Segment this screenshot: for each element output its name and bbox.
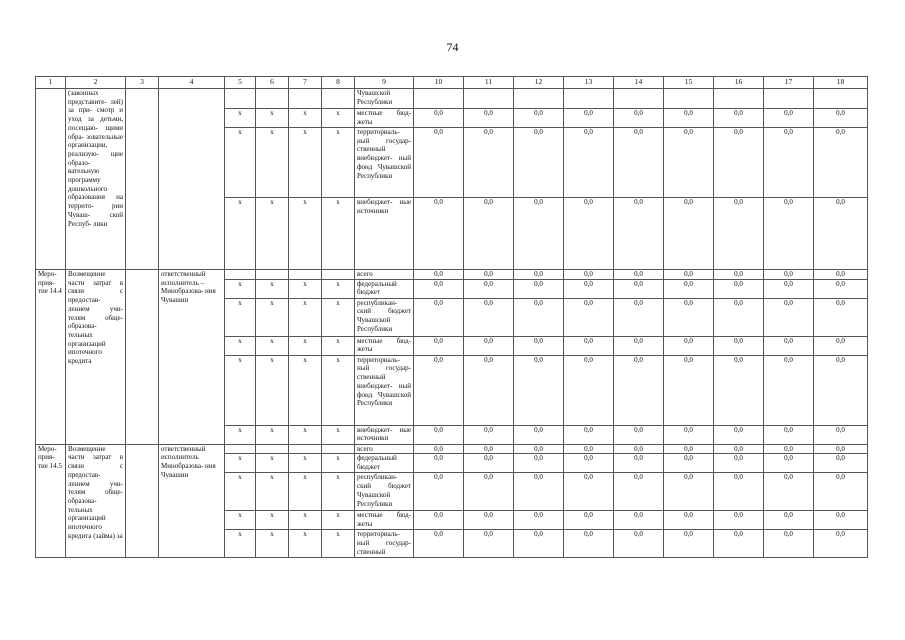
value-cell: 0,0 [814,530,868,558]
value-cell: 0,0 [664,298,714,336]
code-cell: x [225,355,256,425]
code-cell [256,444,289,454]
column-header: 10 [414,77,464,89]
value-cell: 0,0 [464,511,514,530]
column-3-cell [126,89,159,270]
value-cell: 0,0 [464,454,514,473]
value-cell: 0,0 [814,298,868,336]
value-cell: 0,0 [714,109,764,128]
value-cell: 0,0 [564,473,614,511]
code-cell: x [322,511,355,530]
value-cell: 0,0 [464,198,514,270]
value-cell: 0,0 [414,279,464,298]
value-cell: 0,0 [714,198,764,270]
value-cell: 0,0 [564,298,614,336]
code-cell: x [225,530,256,558]
value-cell: 0,0 [814,336,868,355]
value-cell: 0,0 [564,128,614,198]
program-funding-table [35,76,868,558]
value-cell: 0,0 [464,279,514,298]
code-cell: x [322,425,355,444]
value-cell: 0,0 [814,270,868,280]
code-cell: x [225,473,256,511]
code-cell: x [289,109,322,128]
code-cell [289,444,322,454]
value-cell [664,89,714,109]
code-cell: x [256,355,289,425]
event-number-cell: Меро- прия- тие 14.4 [36,270,66,445]
funding-source-cell: Чувашской Республики [355,89,414,109]
value-cell: 0,0 [764,454,814,473]
value-cell: 0,0 [464,425,514,444]
funding-source-cell: республикан- ский бюджет Чувашской Республики [355,298,414,336]
funding-source-cell: всего [355,444,414,454]
funding-source-cell: республикан- ский бюджет Чувашской Республики [355,473,414,511]
value-cell: 0,0 [614,454,664,473]
code-cell: x [289,298,322,336]
value-cell: 0,0 [464,355,514,425]
value-cell [564,89,614,109]
funding-source-cell: федеральный бюджет [355,454,414,473]
code-cell: x [256,530,289,558]
value-cell: 0,0 [714,511,764,530]
code-cell: x [289,425,322,444]
code-cell: x [289,355,322,425]
code-cell: x [289,530,322,558]
page-number: 74 [446,40,459,54]
funding-source-cell: внебюджет- ные источники [355,198,414,270]
code-cell [225,444,256,454]
column-header: 2 [66,77,126,89]
value-cell: 0,0 [714,336,764,355]
value-cell: 0,0 [514,279,564,298]
column-header: 5 [225,77,256,89]
column-header: 11 [464,77,514,89]
value-cell: 0,0 [614,198,664,270]
column-3-cell [126,444,159,558]
code-cell: x [322,279,355,298]
column-header: 12 [514,77,564,89]
value-cell: 0,0 [414,298,464,336]
value-cell: 0,0 [814,444,868,454]
value-cell: 0,0 [414,473,464,511]
code-cell: x [322,530,355,558]
value-cell: 0,0 [764,298,814,336]
value-cell: 0,0 [414,454,464,473]
value-cell: 0,0 [664,198,714,270]
code-cell: x [225,198,256,270]
code-cell: x [256,128,289,198]
funding-source-cell: территориаль- ный государ- ственный внебюджет- ный фонд Чувашской Республики [355,128,414,198]
value-cell: 0,0 [764,355,814,425]
value-cell [464,89,514,109]
value-cell: 0,0 [414,270,464,280]
code-cell [289,270,322,280]
value-cell: 0,0 [764,336,814,355]
code-cell: x [322,355,355,425]
value-cell: 0,0 [514,298,564,336]
value-cell: 0,0 [414,425,464,444]
column-header: 18 [814,77,868,89]
value-cell: 0,0 [814,109,868,128]
value-cell: 0,0 [764,279,814,298]
code-cell [322,89,355,109]
value-cell: 0,0 [464,270,514,280]
code-cell: x [225,425,256,444]
code-cell: x [256,298,289,336]
value-cell: 0,0 [614,425,664,444]
value-cell: 0,0 [714,444,764,454]
code-cell: x [256,473,289,511]
column-header: 14 [614,77,664,89]
value-cell: 0,0 [764,198,814,270]
value-cell: 0,0 [764,530,814,558]
value-cell: 0,0 [414,530,464,558]
value-cell: 0,0 [414,109,464,128]
value-cell [764,89,814,109]
value-cell: 0,0 [814,473,868,511]
value-cell: 0,0 [564,198,614,270]
value-cell: 0,0 [664,454,714,473]
value-cell: 0,0 [614,355,664,425]
value-cell: 0,0 [814,355,868,425]
column-header: 17 [764,77,814,89]
value-cell: 0,0 [814,454,868,473]
code-cell: x [322,128,355,198]
event-name-cell: Возмещение части затрат в связи с предостав- лением учи- телям обще- образова- тельных организаций ипотечного кредита [66,270,126,445]
value-cell: 0,0 [514,425,564,444]
code-cell: x [289,473,322,511]
code-cell: x [256,279,289,298]
value-cell: 0,0 [514,198,564,270]
code-cell: x [225,298,256,336]
value-cell: 0,0 [614,279,664,298]
value-cell: 0,0 [414,128,464,198]
value-cell: 0,0 [564,425,614,444]
code-cell [289,89,322,109]
code-cell: x [322,454,355,473]
value-cell: 0,0 [464,298,514,336]
funding-source-cell: федеральный бюджет [355,279,414,298]
value-cell: 0,0 [614,444,664,454]
value-cell: 0,0 [514,444,564,454]
funding-source-cell: территориаль- ный государ- ственный внебюджет- ный фонд Чувашской Республики [355,355,414,425]
column-header: 6 [256,77,289,89]
value-cell: 0,0 [514,530,564,558]
value-cell: 0,0 [514,109,564,128]
value-cell: 0,0 [814,511,868,530]
value-cell: 0,0 [614,530,664,558]
code-cell: x [225,128,256,198]
code-cell: x [225,109,256,128]
column-header: 4 [159,77,225,89]
value-cell: 0,0 [764,109,814,128]
value-cell: 0,0 [664,109,714,128]
value-cell: 0,0 [764,128,814,198]
value-cell [614,89,664,109]
value-cell: 0,0 [464,473,514,511]
column-header: 7 [289,77,322,89]
value-cell: 0,0 [414,355,464,425]
value-cell: 0,0 [464,530,514,558]
value-cell: 0,0 [614,511,664,530]
code-cell [225,89,256,109]
value-cell: 0,0 [614,298,664,336]
value-cell: 0,0 [764,511,814,530]
code-cell: x [322,109,355,128]
column-header: 8 [322,77,355,89]
value-cell: 0,0 [564,336,614,355]
value-cell: 0,0 [664,128,714,198]
value-cell: 0,0 [514,454,564,473]
value-cell: 0,0 [764,444,814,454]
code-cell: x [256,336,289,355]
value-cell: 0,0 [514,270,564,280]
value-cell: 0,0 [464,128,514,198]
event-number-cell [36,89,66,270]
executor-cell: ответственный исполнитель Минобразова- ния Чувашии [159,444,225,558]
table-body [36,89,868,558]
value-cell: 0,0 [564,109,614,128]
code-cell: x [289,198,322,270]
value-cell: 0,0 [664,355,714,425]
code-cell: x [322,198,355,270]
value-cell: 0,0 [714,454,764,473]
code-cell: x [225,511,256,530]
value-cell: 0,0 [614,270,664,280]
value-cell: 0,0 [814,279,868,298]
code-cell: x [256,454,289,473]
value-cell: 0,0 [664,336,714,355]
funding-source-cell: всего [355,270,414,280]
value-cell: 0,0 [814,198,868,270]
value-cell: 0,0 [414,198,464,270]
value-cell: 0,0 [714,425,764,444]
value-cell: 0,0 [464,444,514,454]
code-cell: x [256,198,289,270]
value-cell: 0,0 [714,355,764,425]
code-cell: x [256,425,289,444]
value-cell: 0,0 [564,355,614,425]
column-header: 16 [714,77,764,89]
funding-source-cell: местные бюд- жеты [355,336,414,355]
code-cell: x [256,109,289,128]
value-cell: 0,0 [714,279,764,298]
value-cell: 0,0 [664,530,714,558]
table-row [36,89,868,109]
value-cell: 0,0 [514,473,564,511]
value-cell: 0,0 [714,530,764,558]
value-cell: 0,0 [764,270,814,280]
value-cell: 0,0 [614,109,664,128]
code-cell: x [289,128,322,198]
value-cell: 0,0 [564,511,614,530]
value-cell: 0,0 [764,425,814,444]
value-cell: 0,0 [664,425,714,444]
value-cell: 0,0 [714,128,764,198]
code-cell [322,270,355,280]
value-cell: 0,0 [614,128,664,198]
funding-source-cell: местные бюд- жеты [355,511,414,530]
executor-cell: ответственный исполнитель – Минобразова- ния Чувашии [159,270,225,445]
code-cell [322,444,355,454]
code-cell [256,89,289,109]
column-header: 1 [36,77,66,89]
event-name-cell: Возмещение части затрат в связи с предостав- лением учи- телям обще- образова- тельных организаций ипотечного кредита (займа) за [66,444,126,558]
value-cell: 0,0 [464,109,514,128]
code-cell: x [289,454,322,473]
value-cell: 0,0 [764,473,814,511]
column-number-header [36,77,868,89]
column-3-cell [126,270,159,445]
value-cell: 0,0 [614,336,664,355]
code-cell [225,270,256,280]
value-cell: 0,0 [464,336,514,355]
table-row [36,444,868,454]
value-cell: 0,0 [714,298,764,336]
code-cell: x [322,473,355,511]
value-cell: 0,0 [564,270,614,280]
value-cell: 0,0 [814,128,868,198]
code-cell: x [322,298,355,336]
funding-source-cell: территориаль- ный государ- ственный [355,530,414,558]
table-row [36,270,868,280]
column-header: 9 [355,77,414,89]
value-cell: 0,0 [414,511,464,530]
executor-cell [159,89,225,270]
value-cell: 0,0 [514,128,564,198]
event-name-cell: (законных представите- лей) за при- смотр и уход за детьми, посещаю- щими обра- зовательные организации, реализую- щие образо- вательную программу дошкольного образования на террито- рии Чуваш- ской Респуб- лики [66,89,126,270]
value-cell: 0,0 [664,444,714,454]
funding-source-cell: внебюджет- ные источники [355,425,414,444]
code-cell: x [256,511,289,530]
value-cell: 0,0 [564,444,614,454]
column-header: 15 [664,77,714,89]
value-cell: 0,0 [514,355,564,425]
value-cell: 0,0 [664,511,714,530]
value-cell [414,89,464,109]
column-header: 3 [126,77,159,89]
value-cell: 0,0 [664,473,714,511]
value-cell: 0,0 [564,454,614,473]
value-cell: 0,0 [514,511,564,530]
value-cell: 0,0 [614,473,664,511]
value-cell [814,89,868,109]
code-cell [256,270,289,280]
code-cell: x [225,279,256,298]
code-cell: x [225,336,256,355]
value-cell: 0,0 [414,444,464,454]
code-cell: x [322,336,355,355]
value-cell [514,89,564,109]
value-cell: 0,0 [714,270,764,280]
value-cell: 0,0 [714,473,764,511]
value-cell [714,89,764,109]
value-cell: 0,0 [414,336,464,355]
value-cell: 0,0 [564,530,614,558]
value-cell: 0,0 [664,270,714,280]
code-cell: x [225,454,256,473]
value-cell: 0,0 [664,279,714,298]
value-cell: 0,0 [814,425,868,444]
funding-source-cell: местные бюд- жеты [355,109,414,128]
event-number-cell: Меро- прия- тие 14.5 [36,444,66,558]
code-cell: x [289,279,322,298]
column-header: 13 [564,77,614,89]
code-cell: x [289,511,322,530]
value-cell: 0,0 [564,279,614,298]
code-cell: x [289,336,322,355]
value-cell: 0,0 [514,336,564,355]
